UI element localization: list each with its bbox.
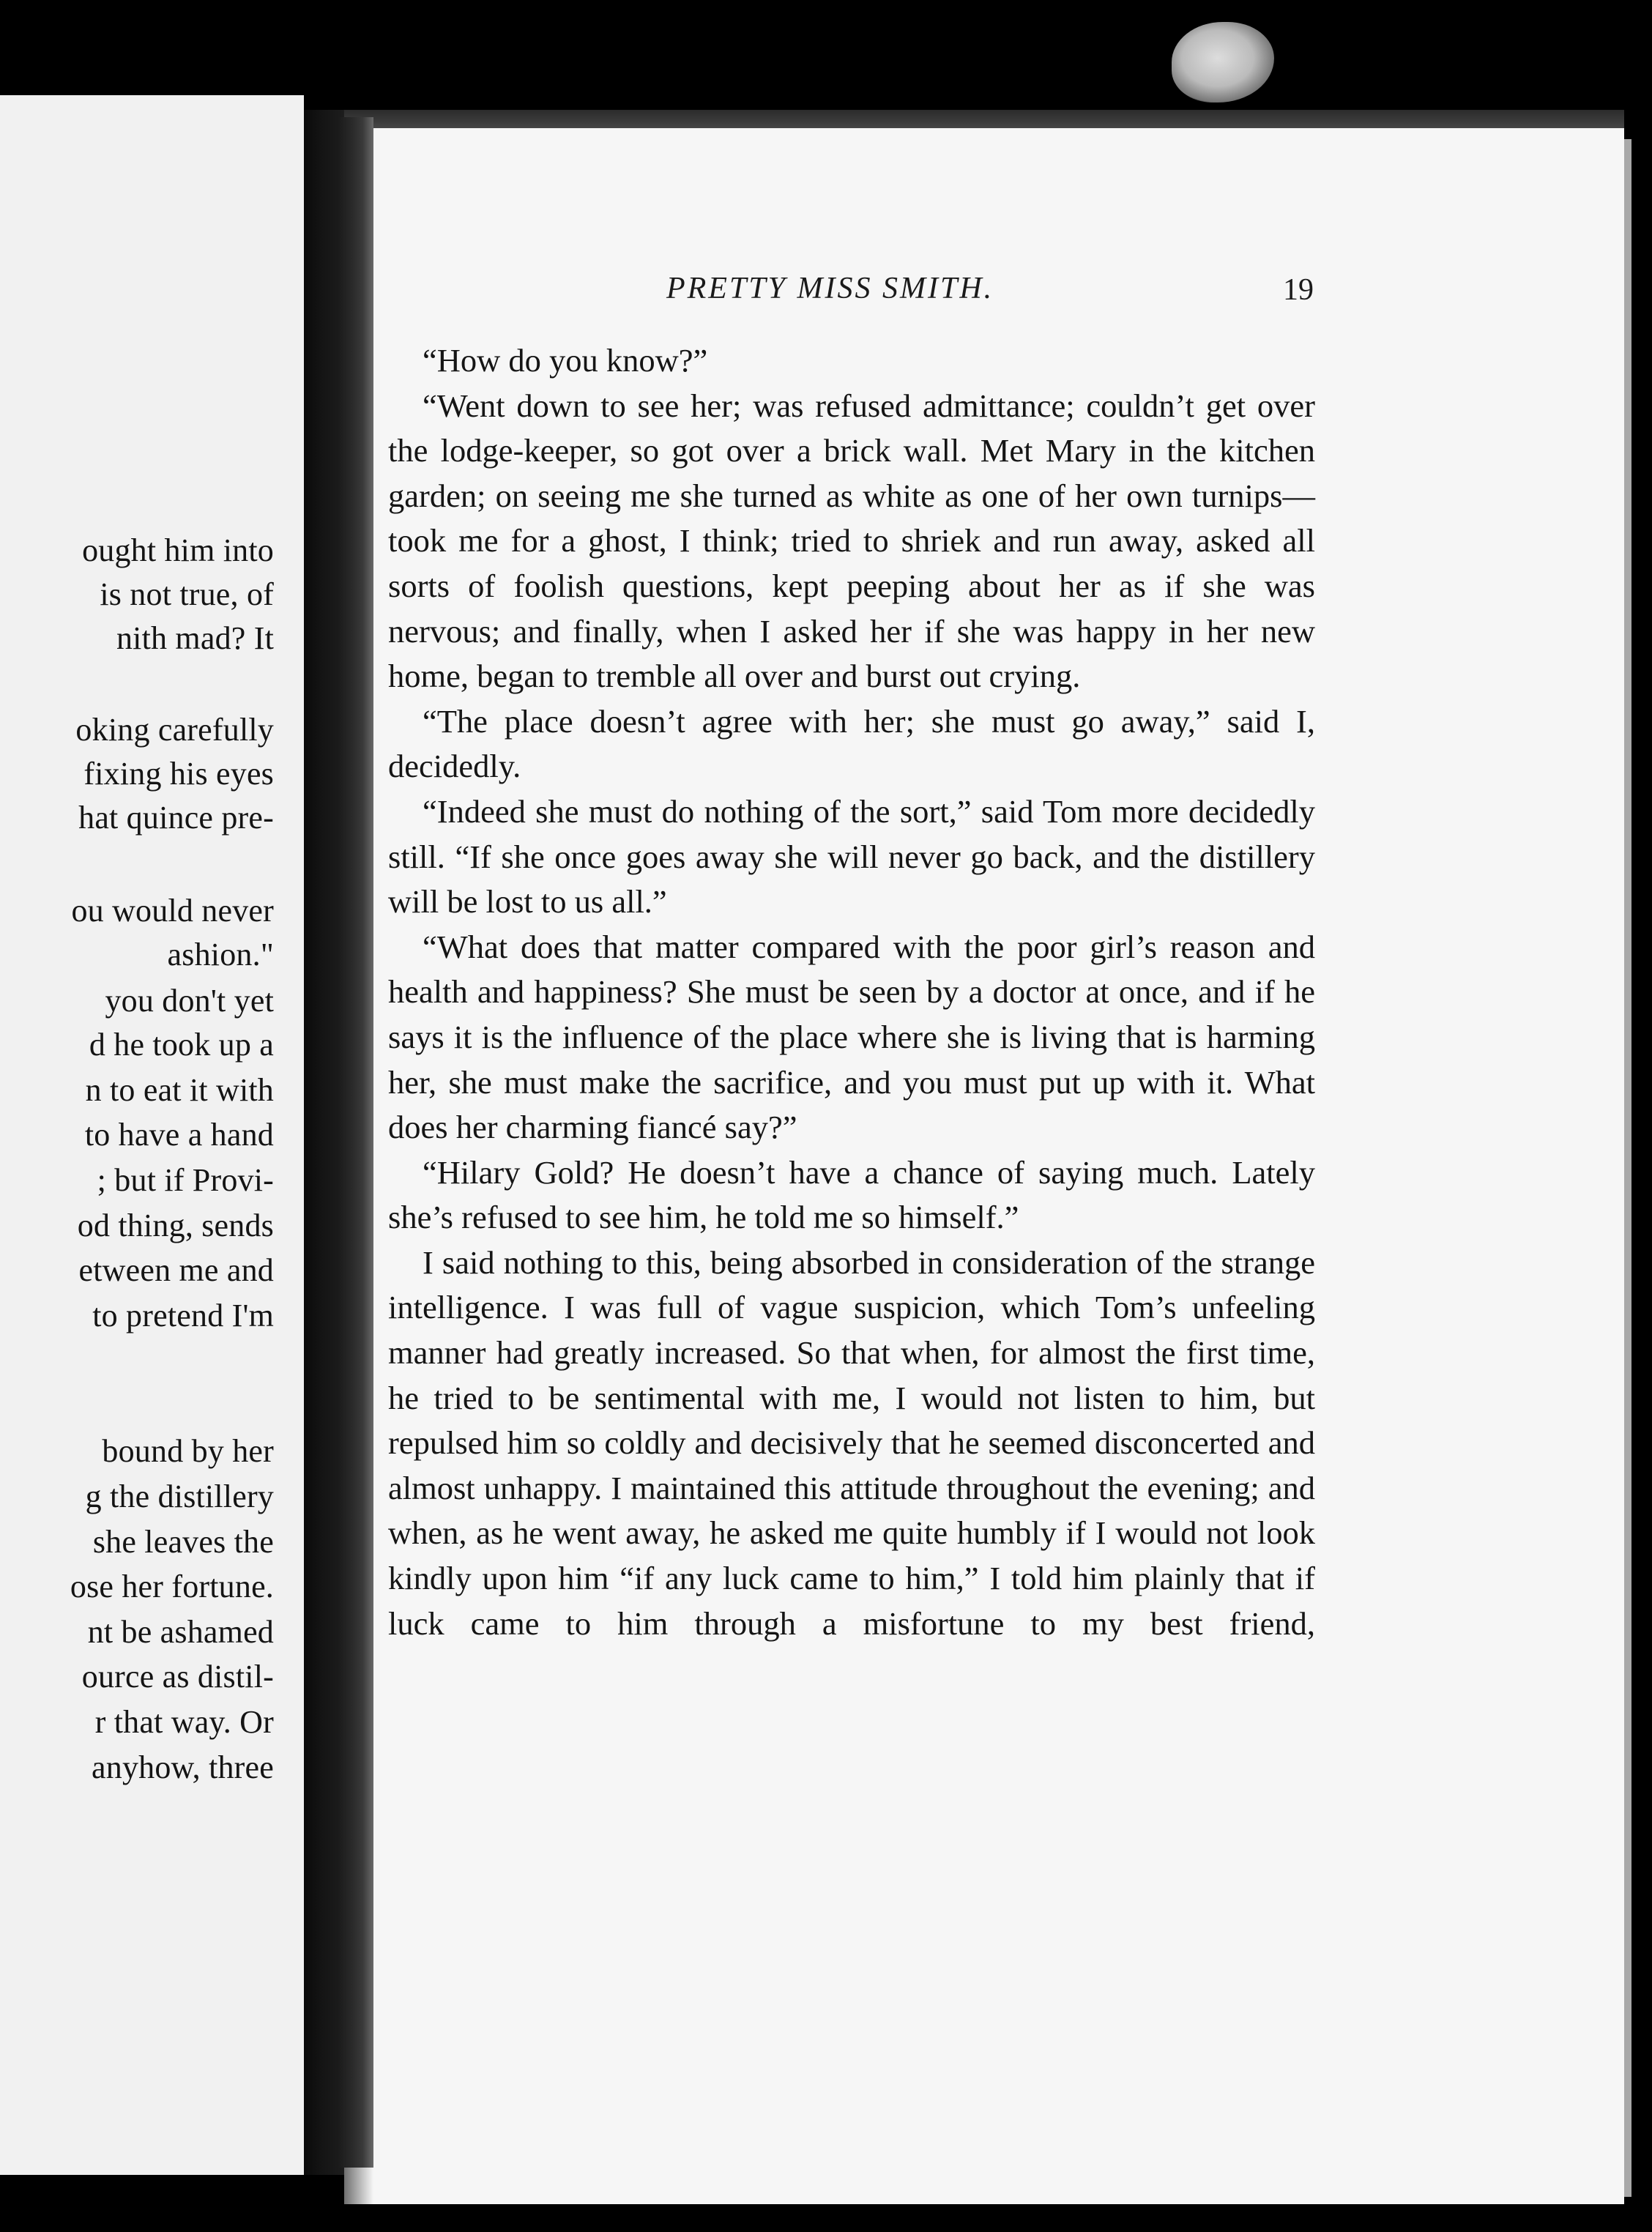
left-page-line: ource as distil- (81, 1659, 274, 1695)
left-page-line: is not true, of (100, 576, 274, 612)
left-page-line: nt be ashamed (87, 1614, 274, 1650)
page-number: 19 (1283, 273, 1314, 307)
left-page-line: ought him into (82, 532, 274, 568)
left-page-line: g the distillery (85, 1478, 274, 1514)
paragraph: “How do you know?” (423, 342, 708, 379)
left-page-line: bound by her (102, 1433, 274, 1469)
left-page-line: to pretend I'm (92, 1298, 274, 1333)
left-page-line: you don't yet (105, 983, 274, 1019)
paragraph: “What does that matter compared with the poor girl’s reason and health and happiness? She must be seen by a doctor at once, and if he says it is the influence of the place where she is living that is harming her, she must make the sacrifice, and you must put up with it. What does her charming fiancé say?” (388, 928, 1315, 1146)
left-page-line: nith mad? It (116, 620, 274, 656)
left-page-fragment (0, 95, 304, 2175)
left-page-line: ashion." (167, 937, 274, 972)
left-page-line: d he took up a (89, 1027, 274, 1063)
book-spine (338, 117, 373, 2168)
left-page-line: fixing his eyes (83, 756, 274, 792)
left-page-line: oking carefully (75, 712, 274, 748)
left-page-line: n to eat it with (85, 1072, 274, 1108)
paragraph: “Indeed she must do nothing of the sort,” said Tom more decidedly still. “If she once goes away she will never go back, and the distillery will be lost to us all.” (388, 792, 1315, 920)
left-page-line: r that way. Or (94, 1704, 274, 1740)
left-page-line: etween me and (78, 1252, 274, 1288)
left-page-line: od thing, sends (77, 1208, 274, 1243)
running-title: PRETTY MISS SMITH. (666, 272, 994, 305)
left-page-line: ose her fortune. (70, 1569, 274, 1604)
left-page-line: to have a hand (84, 1117, 274, 1153)
body-text (388, 338, 1315, 1646)
paragraph: “Went down to see her; was refused admittance; couldn’t get over the lodge-keeper, so got over a brick wall. Met Mary in the kitchen garden; on seeing me she turned as white as one of her own turnips—took me for a ghost, I think; tried to shriek and run away, asked all sorts of foolish questions, kept peeping about her as if she was nervous; and finally, when I asked her if she was happy in her new home, began to tremble all over and burst out crying. (388, 387, 1315, 695)
paper-damage-blot (1172, 22, 1274, 103)
paragraph: “Hilary Gold? He doesn’t have a chance of saying much. Lately she’s refused to see him, he told me so himself.” (388, 1153, 1315, 1236)
left-page-line: hat quince pre- (78, 800, 274, 836)
left-page-line: she leaves the (92, 1524, 274, 1560)
left-page-line: anyhow, three (92, 1749, 274, 1785)
left-page-line: ou would never (71, 893, 274, 929)
left-page-line: ; but if Provi- (97, 1162, 274, 1198)
paragraph: “The place doesn’t agree with her; she must go away,” said I, decidedly. (388, 702, 1315, 785)
paragraph: I said nothing to this, being absorbed in consideration of the strange intelligence. I was full of vague suspicion, which Tom’s unfeeling manner had greatly increased. So that when, for almost the first time, he tried to be sentimental with me, I would not listen to him, but repulsed him so coldly and decisively that he seemed disconcerted and almost unhappy. I maintained this attitude throughout the evening; and when, as he went away, he asked me quite humbly if I would not look kindly upon him “if any luck came to him,” I told him plainly that if luck came to him through a misfortune to my best friend, (388, 1243, 1315, 1642)
